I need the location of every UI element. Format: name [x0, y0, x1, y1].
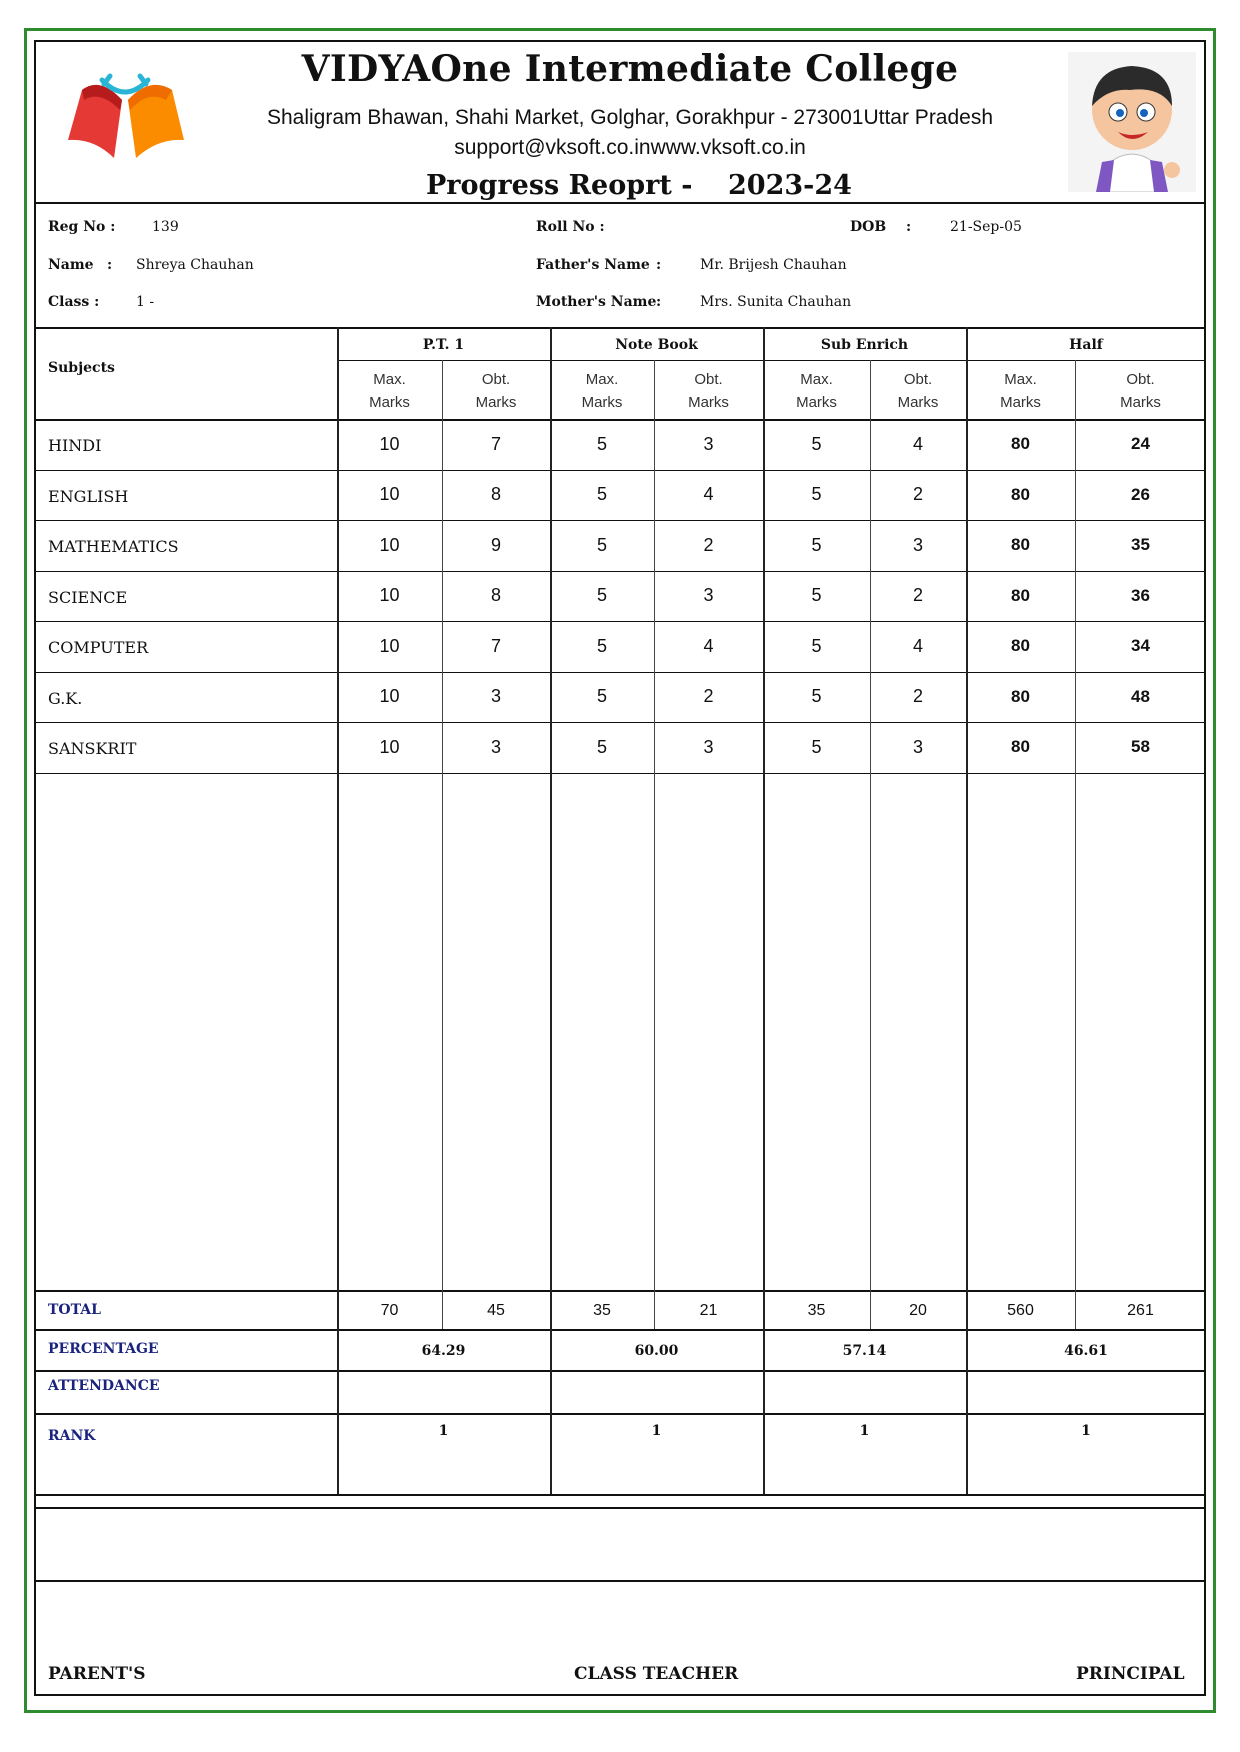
college-address: Shaligram Bhawan, Shahi Market, Golghar, Gorakhpur - 273001Uttar Pradesh [266, 106, 994, 129]
marks-label: Marks [688, 394, 729, 411]
marks-cell: 3 [912, 736, 923, 757]
marks-cell: 2 [912, 686, 923, 707]
group-header-half: Half [1069, 336, 1103, 353]
marks-cell: 2 [912, 585, 923, 606]
group-header-subenrich: Sub Enrich [820, 336, 909, 353]
subject-name: HINDI [48, 436, 102, 455]
college-name: VIDYAOne Intermediate College [301, 48, 959, 90]
father-name-label: Father's Name [536, 257, 650, 273]
dob-label: DOB [850, 219, 887, 235]
total-cell: 35 [807, 1301, 826, 1319]
marks-cell: 5 [811, 736, 822, 757]
subjects-header: Subjects [48, 360, 115, 376]
obt-marks-header [654, 366, 763, 416]
reg-no-value: 139 [152, 219, 179, 235]
total-label: TOTAL [48, 1302, 101, 1318]
obt-label: Obt. [903, 371, 933, 388]
mother-name-label: Mother's Name [536, 294, 657, 310]
marks-cell: 5 [596, 484, 607, 505]
mother-name-separator: : [656, 294, 662, 310]
percentage-cell: 46.61 [1064, 1342, 1108, 1359]
obt-label: Obt. [481, 371, 511, 388]
subject-name: COMPUTER [48, 638, 149, 657]
obt-marks-header [1075, 366, 1206, 416]
father-name-value: Mr. Brijesh Chauhan [700, 257, 847, 273]
marks-cell: 5 [596, 686, 607, 707]
marks-cell: 80 [1011, 484, 1030, 504]
rank-row-top [34, 1413, 1206, 1415]
group-header-pt1: P.T. 1 [422, 336, 465, 353]
max-label: Max. [585, 371, 619, 388]
total-cell: 21 [699, 1301, 718, 1319]
remarks-bottom [34, 1580, 1206, 1582]
student-name: Shreya Chauhan [136, 257, 254, 273]
marks-cell: 24 [1131, 434, 1150, 454]
subject-name: G.K. [48, 688, 83, 708]
marks-cell: 80 [1011, 636, 1030, 656]
marks-cell: 5 [811, 585, 822, 606]
principal-signature-label: PRINCIPAL [1076, 1664, 1185, 1684]
marks-cell: 10 [379, 585, 400, 606]
parent-signature-label: PARENT'S [48, 1664, 146, 1684]
marks-label: Marks [1000, 394, 1041, 411]
marks-cell: 58 [1131, 737, 1150, 757]
marks-cell: 3 [490, 736, 501, 757]
marks-cell: 5 [596, 635, 607, 656]
marks-cell: 7 [490, 635, 501, 656]
marks-cell: 2 [912, 484, 923, 505]
marks-cell: 80 [1011, 535, 1030, 555]
marks-label: Marks [581, 394, 623, 411]
total-cell: 70 [380, 1301, 399, 1319]
marks-cell: 10 [379, 484, 400, 505]
attendance-label: ATTENDANCE [48, 1378, 160, 1394]
marks-cell: 5 [811, 635, 822, 656]
marks-cell: 36 [1131, 585, 1150, 605]
name-label: Name [48, 257, 94, 273]
reg-no-label: Reg No : [48, 219, 116, 235]
max-marks-header [966, 366, 1075, 416]
max-marks-header [550, 366, 654, 416]
obt-label: Obt. [1126, 371, 1155, 388]
group-header-notebook: Note Book [615, 336, 698, 353]
marks-cell: 5 [811, 484, 822, 505]
roll-no-label: Roll No : [536, 219, 605, 235]
class-teacher-signature-label: CLASS TEACHER [574, 1664, 739, 1684]
marks-cell: 26 [1131, 484, 1150, 504]
percentage-cell: 57.14 [842, 1342, 887, 1359]
marks-cell: 3 [703, 736, 714, 757]
college-contact: support@vksoft.co.inwww.vksoft.co.in [454, 136, 806, 159]
header-divider [34, 202, 1206, 204]
total-cell: 261 [1127, 1301, 1154, 1319]
row-divider [34, 773, 1206, 774]
marks-cell: 5 [596, 585, 607, 606]
class-label: Class : [48, 294, 100, 310]
obt-label: Obt. [694, 371, 723, 388]
marks-cell: 9 [490, 534, 501, 555]
class-value: 1 - [136, 294, 155, 310]
marks-cell: 5 [811, 433, 822, 454]
rank-cell: 1 [651, 1423, 662, 1439]
percentage-cell: 60.00 [634, 1342, 679, 1359]
max-label: Max. [373, 371, 406, 388]
marks-cell: 34 [1131, 636, 1150, 656]
marks-cell: 3 [703, 433, 714, 454]
marks-cell: 10 [379, 433, 400, 454]
marks-cell: 5 [811, 686, 822, 707]
name-separator: : [107, 257, 113, 273]
open-book-logo-icon [60, 70, 190, 165]
report-title: Progress Reoprt - [426, 170, 693, 201]
total-cell: 45 [487, 1301, 505, 1319]
marks-cell: 4 [912, 635, 923, 656]
report-card-frame [34, 40, 1206, 1696]
marks-cell: 10 [379, 736, 400, 757]
max-label: Max. [800, 371, 833, 388]
marks-cell: 48 [1131, 686, 1150, 706]
marks-cell: 5 [596, 433, 607, 454]
max-marks-header [763, 366, 870, 416]
marks-cell: 5 [596, 534, 607, 555]
marks-cell: 2 [703, 534, 714, 555]
marks-cell: 10 [379, 534, 400, 555]
dob-value: 21-Sep-05 [950, 219, 1022, 235]
marks-cell: 5 [811, 534, 822, 555]
total-cell: 35 [593, 1301, 611, 1319]
percentage-cell: 64.29 [421, 1342, 466, 1359]
marks-cell: 3 [912, 534, 923, 555]
subject-name: SCIENCE [48, 587, 128, 607]
marks-label: Marks [897, 394, 939, 411]
marks-cell: 4 [703, 635, 714, 656]
rank-row-bottom [34, 1494, 1206, 1496]
marks-label: Marks [796, 394, 837, 411]
remarks-top [34, 1507, 1206, 1509]
marks-cell: 8 [490, 585, 501, 606]
marks-label: Marks [369, 394, 410, 411]
max-marks-header [337, 366, 442, 416]
rank-label: RANK [48, 1428, 96, 1444]
marks-cell: 80 [1011, 686, 1030, 706]
total-cell: 20 [909, 1301, 927, 1319]
mother-name-value: Mrs. Sunita Chauhan [700, 294, 852, 310]
obt-marks-header [870, 366, 966, 416]
marks-cell: 4 [703, 484, 714, 505]
marks-cell: 80 [1011, 737, 1030, 757]
marks-cell: 3 [703, 585, 714, 606]
rank-cell: 1 [1081, 1423, 1091, 1439]
marks-cell: 2 [703, 686, 714, 707]
marks-cell: 7 [490, 433, 501, 454]
marks-cell: 10 [379, 635, 400, 656]
subject-name: ENGLISH [48, 486, 129, 506]
rank-cell: 1 [859, 1423, 870, 1439]
marks-cell: 4 [912, 433, 923, 454]
marks-label: Marks [1120, 394, 1161, 411]
dob-separator: : [906, 219, 912, 235]
marks-cell: 8 [490, 484, 501, 505]
marks-cell: 35 [1131, 535, 1150, 555]
student-cartoon-photo-icon [1068, 52, 1196, 192]
obt-marks-header [442, 366, 550, 416]
marks-cell: 10 [379, 686, 400, 707]
rank-cell: 1 [438, 1423, 449, 1439]
marks-cell: 3 [490, 686, 501, 707]
father-name-separator: : [656, 257, 662, 273]
subject-name: SANSKRIT [48, 739, 137, 758]
max-label: Max. [1004, 371, 1037, 388]
total-cell: 560 [1007, 1301, 1034, 1319]
marks-cell: 80 [1011, 434, 1030, 454]
marks-cell: 80 [1011, 585, 1030, 605]
subject-name: MATHEMATICS [48, 537, 179, 556]
attendance-row-top [34, 1370, 1206, 1372]
session-year: 2023-24 [728, 170, 852, 201]
marks-cell: 5 [596, 736, 607, 757]
marks-label: Marks [475, 394, 517, 411]
percentage-label: PERCENTAGE [48, 1341, 159, 1357]
